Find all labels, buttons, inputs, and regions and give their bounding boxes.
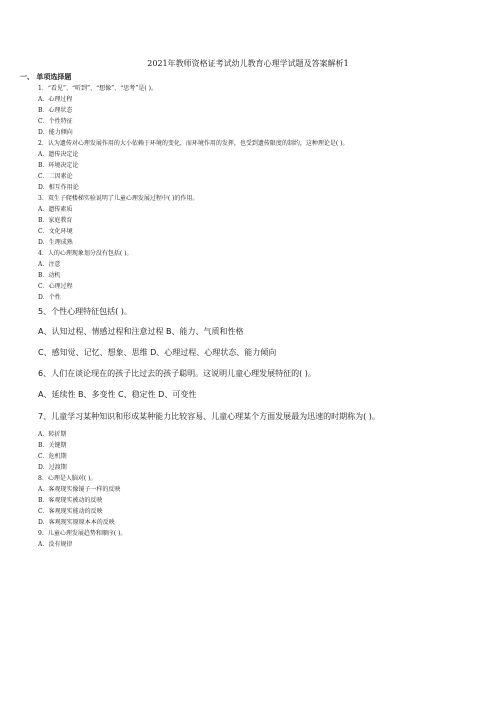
option-8d: D．客观现实原原本本的反映 [38, 519, 115, 526]
document-title: 2021年教师资格证考试幼儿教育心理学试题及答案解析1 [147, 59, 349, 68]
question-6: 6、人们在谈论现在的孩子比过去的孩子聪明。这说明儿童心理发展特征的( )。 [38, 369, 316, 378]
question-7: 7、儿童学习某种知识和形成某种能力比较容易、儿童心理某个方面发展最为迅速的时期称为( )。 [38, 412, 380, 421]
option-1a: A．心理过程 [38, 96, 73, 103]
options-5cd: C、感知觉、记忆、想象、思维 D、心理过程、心理状态、能力倾向 [38, 348, 277, 357]
option-9a: A．没有规律 [38, 541, 73, 548]
option-7d: D．过渡期 [38, 464, 67, 471]
option-2c: C．二因素论 [38, 173, 73, 180]
option-2d: D．相互作用论 [38, 184, 79, 191]
option-7b: B．关键期 [38, 442, 67, 449]
option-3d: D．生理成熟 [38, 239, 73, 246]
section-heading: 一、 单项选择题 [20, 73, 72, 81]
option-8a: A．客观现实像镜子一样的反映 [38, 486, 121, 493]
option-4d: D．个性 [38, 294, 61, 301]
question-9: 9．儿童心理发展趋势和顺序( )。 [38, 530, 127, 537]
question-2: 2．认为遗传对心理发展作用的大小依赖于环境的变化，而环境作用的发挥，也受到遗传限度的制约，这种理论是( )。 [38, 140, 349, 147]
question-1: 1．“看见”、“听到”、“想像”、“思考”是( )。 [38, 85, 157, 92]
option-2b: B．环境决定论 [38, 162, 79, 169]
option-8b: B．客观现实被动的反映 [38, 497, 103, 504]
options-6: A、延续性 B、多变性 C、稳定性 D、可变性 [38, 390, 197, 399]
question-3: 3．双生子爬楼梯实验说明了儿童心理发展过程中( )的作用。 [38, 195, 199, 202]
option-4b: B．动机 [38, 272, 61, 279]
question-4: 4．人的心理现象划分没有包括( )。 [38, 250, 133, 257]
option-7a: A．转折期 [38, 431, 67, 438]
option-3c: C．文化环境 [38, 228, 73, 235]
option-2a: A．遗传决定论 [38, 151, 79, 158]
option-8c: C．客观现实能动的反映 [38, 508, 103, 515]
question-5: 5、个性心理特征包括( )。 [38, 307, 132, 316]
option-1c: C．个性特征 [38, 118, 73, 125]
option-4c: C．心理过程 [38, 283, 73, 290]
option-1d: D．能力倾向 [38, 129, 73, 136]
question-8: 8．心理是人脑对( )。 [38, 475, 97, 482]
option-3a: A．遗传素质 [38, 206, 73, 213]
option-4a: A．注意 [38, 261, 61, 268]
option-7c: C．危机期 [38, 453, 67, 460]
option-1b: B．心理状态 [38, 107, 73, 114]
options-5ab: A、认知过程、情感过程和注意过程 B、能力、气质和性格 [38, 327, 244, 336]
option-3b: B．家庭教育 [38, 217, 73, 224]
